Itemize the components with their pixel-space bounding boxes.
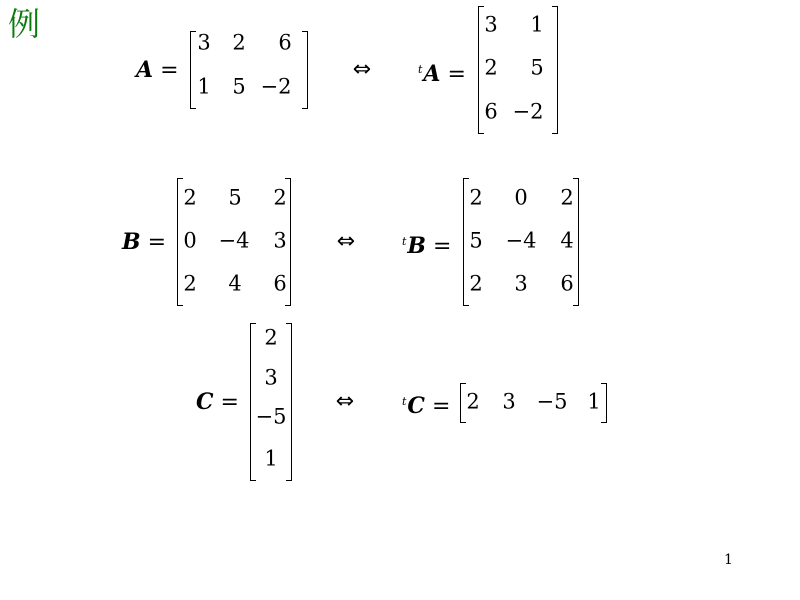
right-bracket bbox=[573, 178, 579, 306]
matrix-a: 3 2 6 1 5 −2 bbox=[190, 31, 308, 109]
equals-sign: = bbox=[147, 230, 167, 255]
left-bracket bbox=[250, 323, 256, 481]
rhs-label-c bbox=[402, 391, 450, 418]
left-bracket bbox=[463, 178, 469, 306]
rhs-label-b bbox=[402, 231, 451, 258]
transpose-superscript: t bbox=[402, 395, 407, 408]
lhs-label-c bbox=[196, 391, 239, 414]
transpose-superscript: t bbox=[402, 235, 407, 248]
symbol-c: C bbox=[407, 393, 425, 419]
matrix-c-transpose: 2 3 −5 1 bbox=[460, 383, 607, 423]
page-number: 1 bbox=[724, 552, 733, 568]
equals-sign: = bbox=[160, 58, 179, 83]
transpose-superscript: t bbox=[418, 63, 423, 76]
right-bracket bbox=[286, 323, 292, 481]
lhs-label-a bbox=[136, 59, 179, 82]
symbol-a: A bbox=[136, 57, 154, 83]
iff-symbol: ⇔ bbox=[336, 229, 356, 254]
matrix-a-transpose: 3 1 2 5 6 −2 bbox=[478, 6, 558, 134]
matrix-b: 2 5 2 0 −4 3 2 4 6 bbox=[177, 178, 291, 306]
right-bracket bbox=[302, 31, 308, 109]
matrix-b-transpose: 2 0 2 5 −4 4 2 3 6 bbox=[463, 178, 579, 306]
left-bracket bbox=[478, 6, 484, 134]
equals-sign: = bbox=[431, 394, 451, 419]
equals-sign: = bbox=[220, 390, 239, 415]
symbol-b: B bbox=[122, 229, 141, 255]
right-bracket bbox=[552, 6, 558, 134]
left-bracket bbox=[460, 383, 466, 423]
equals-sign: = bbox=[447, 62, 466, 87]
iff-symbol: ⇔ bbox=[352, 57, 372, 82]
left-bracket bbox=[190, 31, 196, 109]
slide-title: 例 bbox=[8, 5, 41, 43]
left-bracket bbox=[177, 178, 183, 306]
iff-symbol: ⇔ bbox=[335, 389, 355, 414]
symbol-b: B bbox=[407, 233, 427, 259]
symbol-c: C bbox=[196, 389, 214, 415]
rhs-label-a bbox=[418, 59, 466, 86]
lhs-label-b bbox=[122, 231, 166, 254]
equals-sign: = bbox=[433, 234, 452, 259]
symbol-a: A bbox=[423, 61, 441, 87]
right-bracket bbox=[601, 383, 607, 423]
matrix-c: 2 3 −5 1 bbox=[250, 323, 292, 481]
